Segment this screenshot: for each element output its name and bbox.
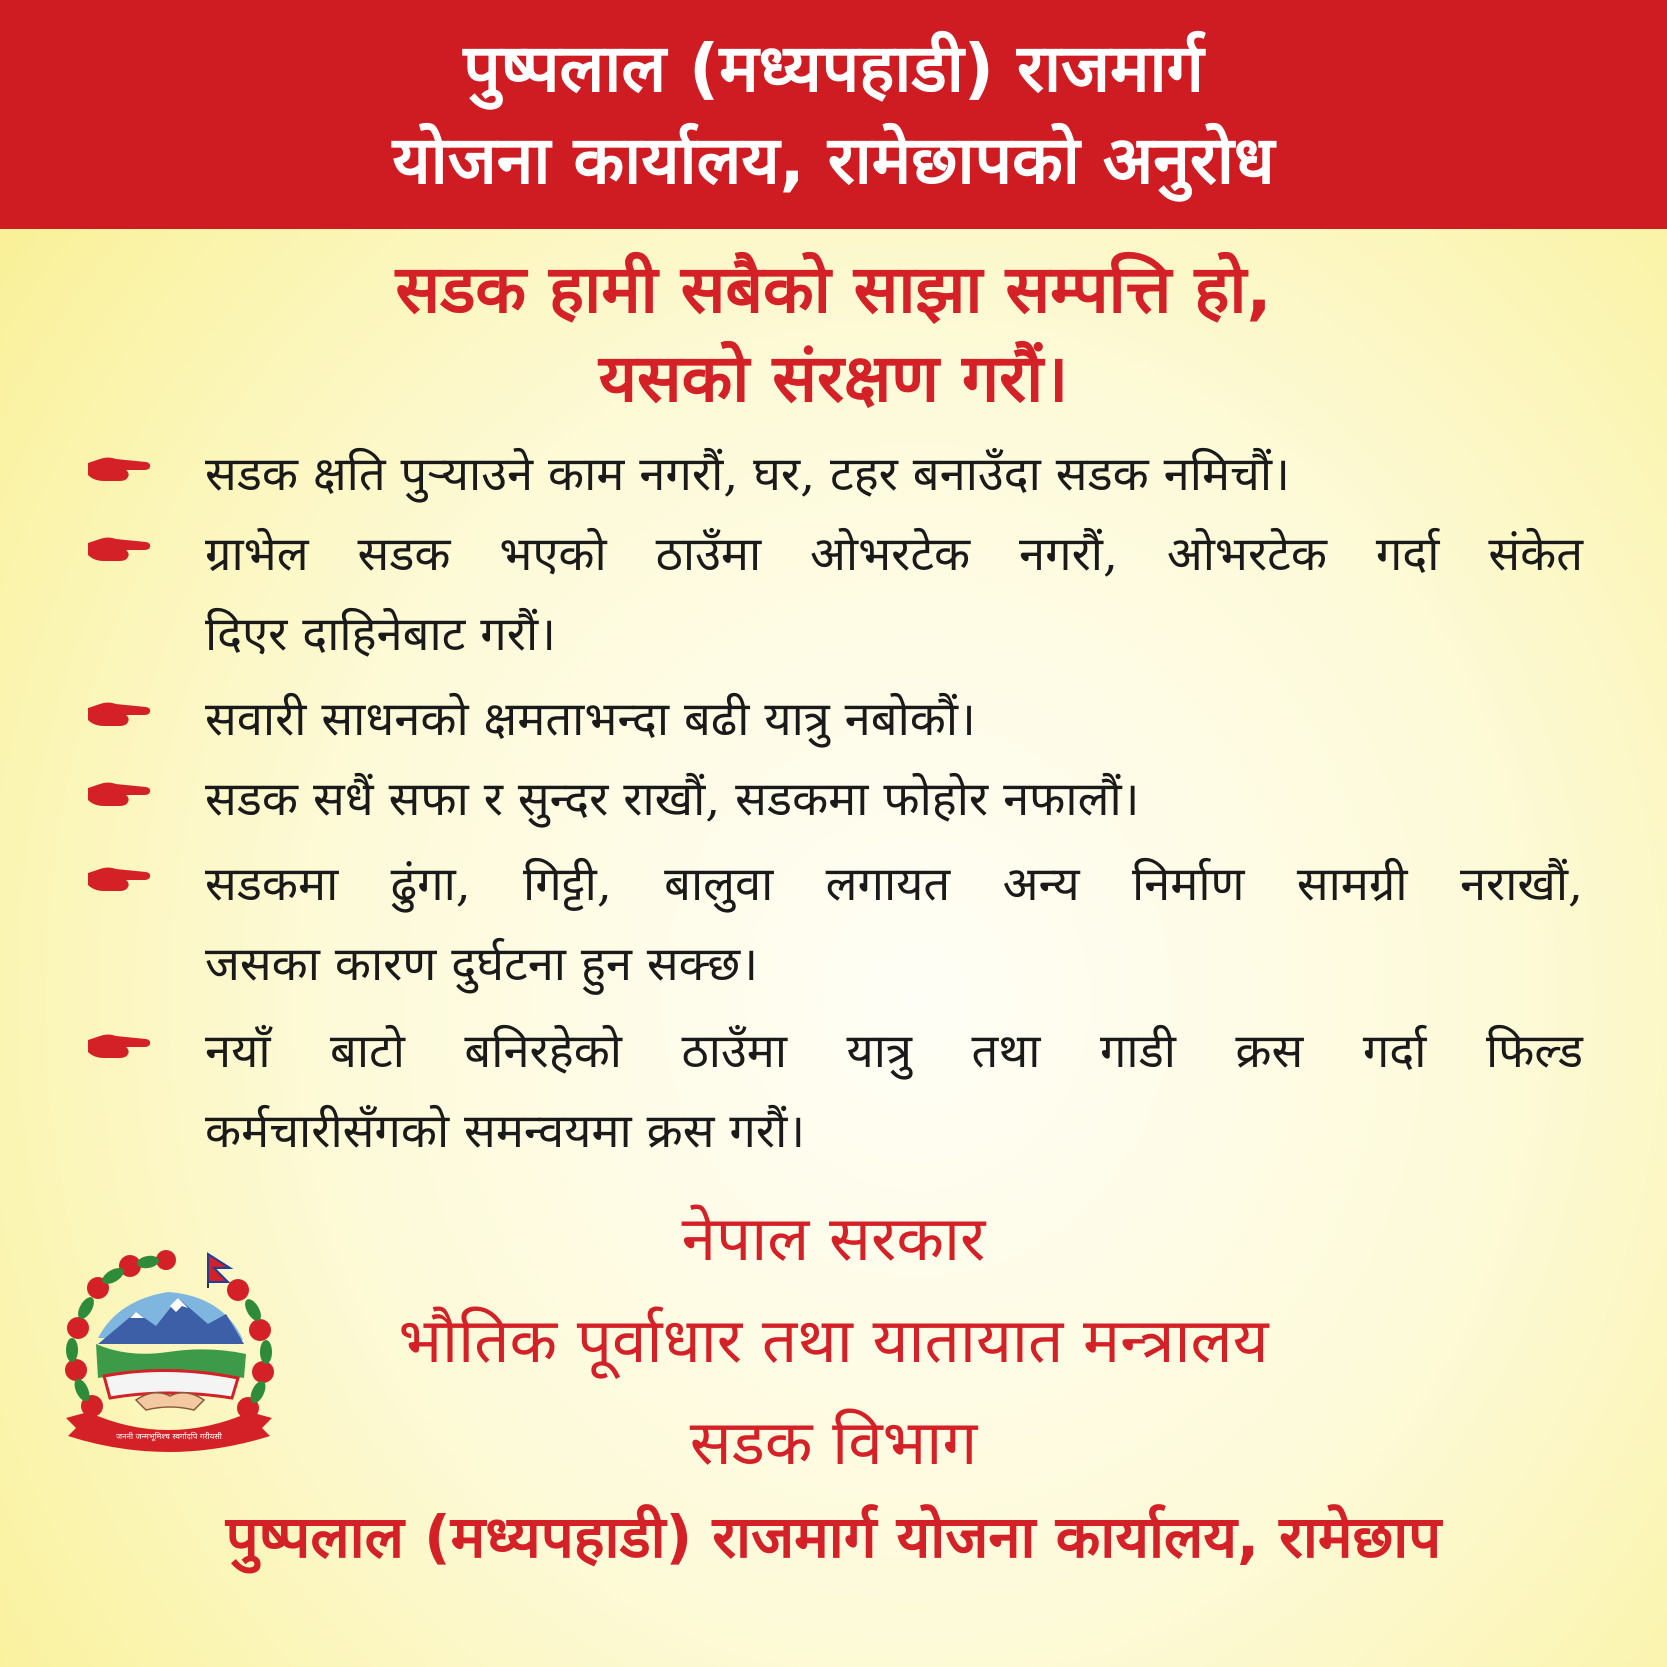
- slogan-line-2: यसको संरक्षण गरौं।: [598, 340, 1069, 417]
- header-banner: [0, 0, 1667, 229]
- rule-item-1: [205, 435, 1583, 515]
- footer-office: पुष्पलाल (मध्यपहाडी) राजमार्ग योजना कार्यालय, रामेछाप: [225, 1503, 1442, 1571]
- rule-2-line-1: ग्राभेल सडक भएको ठाउँमा ओभरटेक नगरौं, ओभरटेक गर्दा संकेत: [205, 527, 1583, 582]
- footer-department: सडक विभाग: [689, 1406, 978, 1479]
- pointing-hand-icon: [86, 533, 152, 567]
- footer-ministry: भौतिक पूर्वाधार तथा यातायात मन्त्रालय: [398, 1304, 1269, 1377]
- emblem-motto: जननी जन्मभूमिश्च स्वर्गादपि गरीयसी: [116, 1432, 222, 1441]
- rule-item-6: [205, 1012, 1583, 1172]
- pointing-hand-icon: [86, 453, 152, 487]
- pointing-hand-icon: [86, 778, 152, 812]
- header-title-line-1: पुष्पलाल (मध्यपहाडी) राजमार्ग: [463, 29, 1204, 107]
- slogan-line-1: सडक हामी सबैको साझा सम्पत्ति हो,: [395, 251, 1272, 328]
- header-title-line-2: योजना कार्यालय, रामेछापको अनुरोध: [392, 121, 1275, 199]
- rule-5-line-1: सडकमा ढुंगा, गिट्टी, बालुवा लगायत अन्य निर्माण सामग्री नराखौं,: [205, 857, 1583, 912]
- rule-6-line-2: कर्मचारीसँगको समन्वयमा क्रस गरौं।: [205, 1104, 806, 1159]
- rule-5-line-2: जसका कारण दुर्घटना हुन सक्छ।: [205, 937, 759, 992]
- rule-item-3: [205, 680, 1583, 760]
- rule-item-5: [205, 845, 1583, 1005]
- pointing-hand-icon: [86, 1030, 152, 1064]
- pointing-hand-icon: [86, 863, 152, 897]
- rule-item-4: [205, 760, 1583, 840]
- rule-3-line-1: सवारी साधनको क्षमताभन्दा बढी यात्रु नबोकौं।: [205, 692, 976, 747]
- rule-2-line-2: दिएर दाहिनेबाट गरौं।: [205, 607, 556, 662]
- rule-6-line-1: नयाँ बाटो बनिरहेको ठाउँमा यात्रु तथा गाडी क्रस गर्दा फिल्ड: [205, 1024, 1583, 1079]
- footer-government: नेपाल सरकार: [681, 1202, 986, 1275]
- pointing-hand-icon: [86, 698, 152, 732]
- rule-4-line-1: सडक सधैं सफा र सुन्दर राखौं, सडकमा फोहोर नफालौं।: [205, 772, 1140, 827]
- rule-1-line-1: सडक क्षति पुऱ्याउने काम नगरौं, घर, टहर बनाउँदा सडक नमिचौं।: [205, 447, 1290, 502]
- rule-item-2: [205, 515, 1583, 675]
